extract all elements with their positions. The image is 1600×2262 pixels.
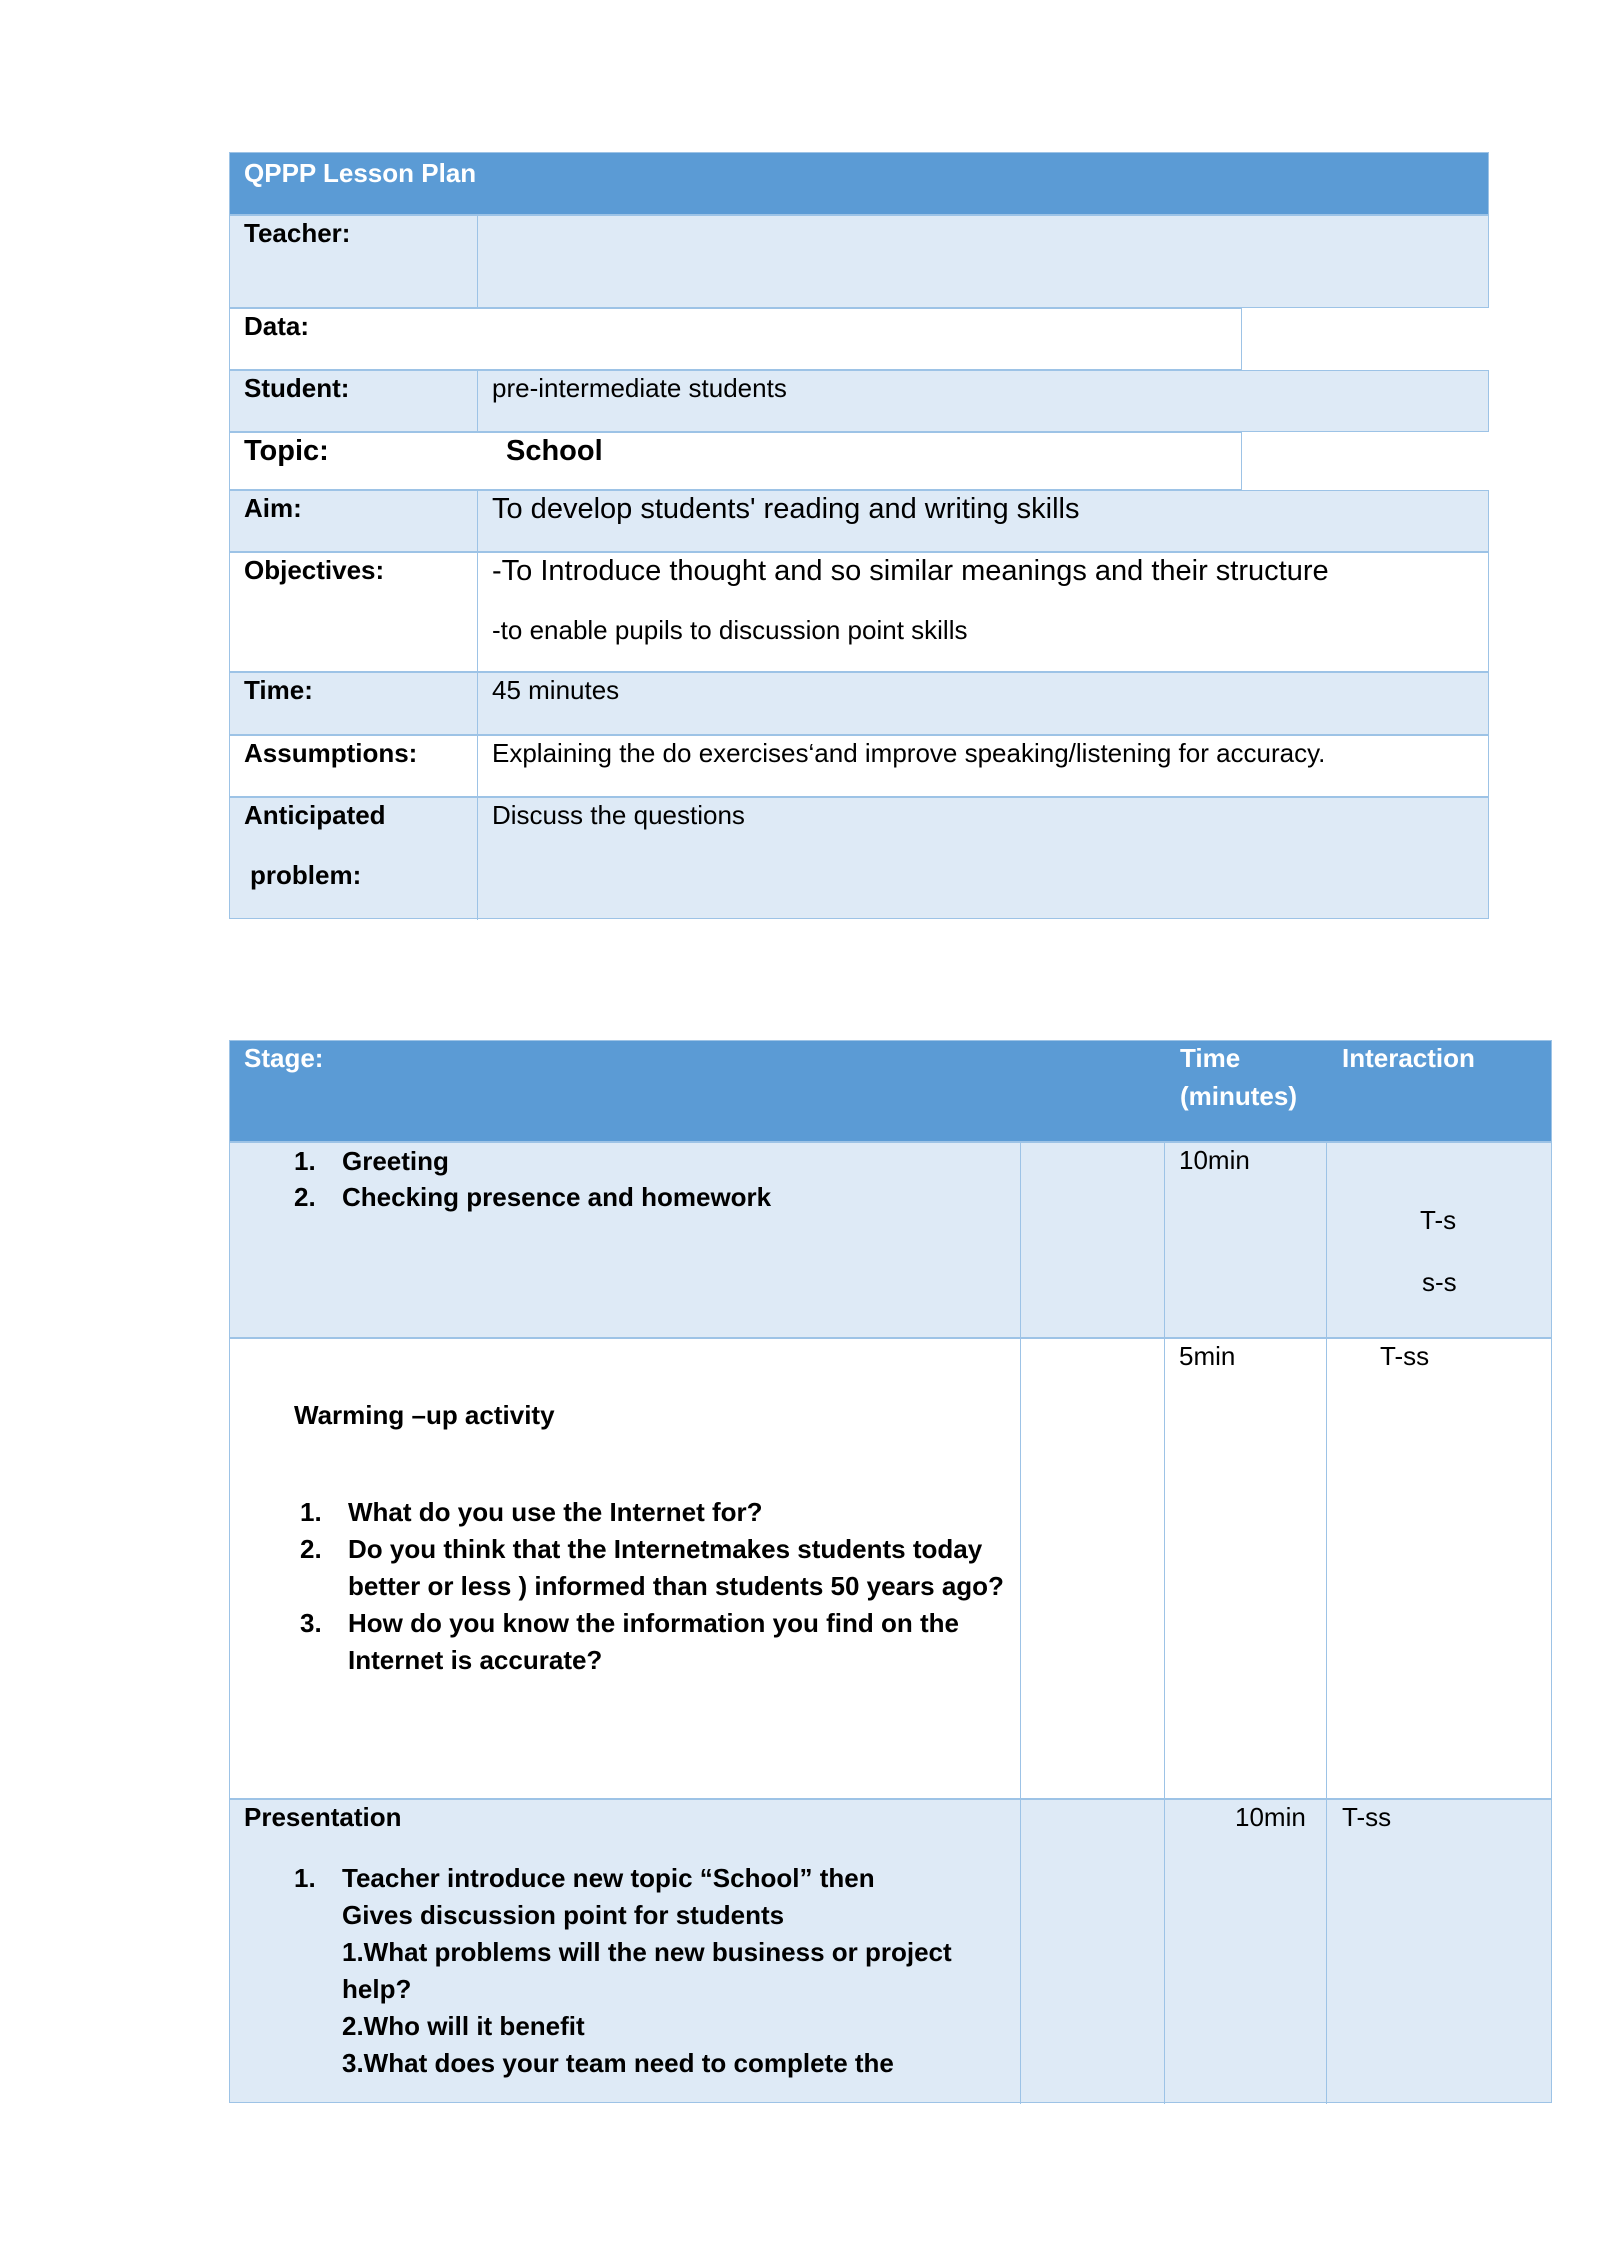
warming-up-interaction: T-ss	[1380, 1341, 1430, 1371]
student-label: Student:	[244, 373, 350, 403]
assumptions-row	[229, 735, 1489, 797]
teacher-label: Teacher:	[244, 218, 351, 248]
list-number: 3.	[300, 1608, 322, 1638]
list-item	[294, 1179, 771, 1215]
list-text-continued: better or less ) informed than students 50 years ago?	[348, 1571, 1004, 1601]
continuation-line: 2.Who will it benefit	[342, 2011, 585, 2041]
assumptions-label: Assumptions:	[244, 738, 418, 768]
greeting-list	[294, 1143, 771, 1215]
time-divider	[477, 673, 478, 736]
list-item	[294, 1860, 952, 2082]
time-label: Time:	[244, 675, 313, 705]
stage-col-divider-2	[1164, 1143, 1165, 1339]
objectives-value-1: -To Introduce thought and so similar meanings and their structure	[492, 555, 1329, 587]
greeting-interaction-1: T-s	[1420, 1205, 1457, 1235]
list-text: Teacher introduce new topic “School” then	[342, 1863, 875, 1893]
list-item	[300, 1605, 1004, 1679]
topic-value: School	[506, 435, 603, 467]
list-item	[300, 1531, 1004, 1605]
lesson-plan-title: QPPP Lesson Plan	[244, 158, 477, 188]
stage-col-divider-3	[1326, 1143, 1327, 1339]
list-text: How do you know the information you find on the	[348, 1608, 959, 1638]
student-value: pre-intermediate students	[492, 373, 787, 403]
list-text: Greeting	[342, 1146, 449, 1176]
list-text: Checking presence and homework	[342, 1182, 772, 1212]
aim-divider	[477, 491, 478, 553]
stage-row-greeting	[229, 1142, 1552, 1338]
stage-row-warming-up	[229, 1338, 1552, 1799]
time-value: 45 minutes	[492, 675, 620, 705]
stage-col-divider-1	[1020, 1339, 1021, 1800]
topic-label: Topic:	[244, 435, 329, 467]
time-row	[229, 672, 1489, 735]
list-number: 1.	[294, 1863, 316, 1893]
assumptions-value: Explaining the do exercises‘and improve speaking/listening for accuracy.	[492, 738, 1326, 768]
list-number: 2.	[294, 1182, 316, 1212]
presentation-interaction: T-ss	[1342, 1802, 1392, 1832]
list-number: 1.	[294, 1146, 316, 1176]
stage-row-presentation	[229, 1799, 1552, 2103]
objectives-label: Objectives:	[244, 555, 385, 585]
list-item	[294, 1143, 771, 1179]
data-row	[229, 308, 1242, 370]
student-divider	[477, 371, 478, 433]
aim-value: To develop students' reading and writing skills	[492, 493, 1080, 525]
stage-col-divider-1	[1020, 1143, 1021, 1339]
presentation-heading: Presentation	[244, 1802, 402, 1832]
list-number: 1.	[300, 1497, 322, 1527]
continuation-line: 3.What does your team need to complete the	[342, 2048, 894, 2078]
list-text-continued: Internet is accurate?	[348, 1645, 603, 1675]
stage-col-divider-1	[1020, 1800, 1021, 2104]
objectives-value-2: -to enable pupils to discussion point skills	[492, 615, 968, 645]
anticipated-problem-row	[229, 797, 1489, 919]
continuation-line: 1.What problems will the new business or project	[342, 1937, 952, 1967]
list-text: What do you use the Internet for?	[348, 1497, 763, 1527]
presentation-time: 10min	[1235, 1802, 1306, 1832]
anticipated-divider	[477, 798, 478, 920]
topic-row	[229, 432, 1242, 490]
assumptions-divider	[477, 736, 478, 798]
warming-up-list	[300, 1494, 1004, 1679]
stage-table-header	[229, 1040, 1552, 1142]
warming-up-heading: Warming –up activity	[294, 1400, 555, 1430]
interaction-header-label: Interaction	[1342, 1043, 1475, 1073]
aim-row	[229, 490, 1489, 552]
warming-up-time: 5min	[1179, 1341, 1236, 1371]
objectives-row	[229, 552, 1489, 672]
anticipated-value: Discuss the questions	[492, 800, 745, 830]
student-row	[229, 370, 1489, 432]
stage-header-label: Stage:	[244, 1043, 324, 1073]
stage-col-divider-2	[1164, 1800, 1165, 2104]
aim-label: Aim:	[244, 493, 302, 523]
anticipated-label-2: problem:	[250, 860, 362, 890]
stage-col-divider-3	[1326, 1339, 1327, 1800]
lesson-plan-header	[229, 152, 1489, 215]
continuation-line: help?	[342, 1974, 412, 2004]
continuation-line: Gives discussion point for students	[342, 1900, 785, 1930]
list-number: 2.	[300, 1534, 322, 1564]
stage-col-divider-2	[1164, 1339, 1165, 1800]
stage-col-divider-3	[1326, 1800, 1327, 2104]
objectives-divider	[477, 553, 478, 673]
anticipated-label-1: Anticipated	[244, 800, 386, 830]
time-header-line2: (minutes)	[1180, 1081, 1297, 1111]
time-header-line1: Time	[1180, 1043, 1241, 1073]
list-text: Do you think that the Internetmakes students today	[348, 1534, 983, 1564]
teacher-value-cell	[477, 216, 478, 309]
teacher-row	[229, 215, 1489, 308]
greeting-time: 10min	[1179, 1145, 1250, 1175]
presentation-list	[294, 1860, 952, 2082]
greeting-interaction-2: s-s	[1422, 1267, 1457, 1297]
list-item	[300, 1494, 1004, 1531]
data-label: Data:	[244, 311, 310, 341]
